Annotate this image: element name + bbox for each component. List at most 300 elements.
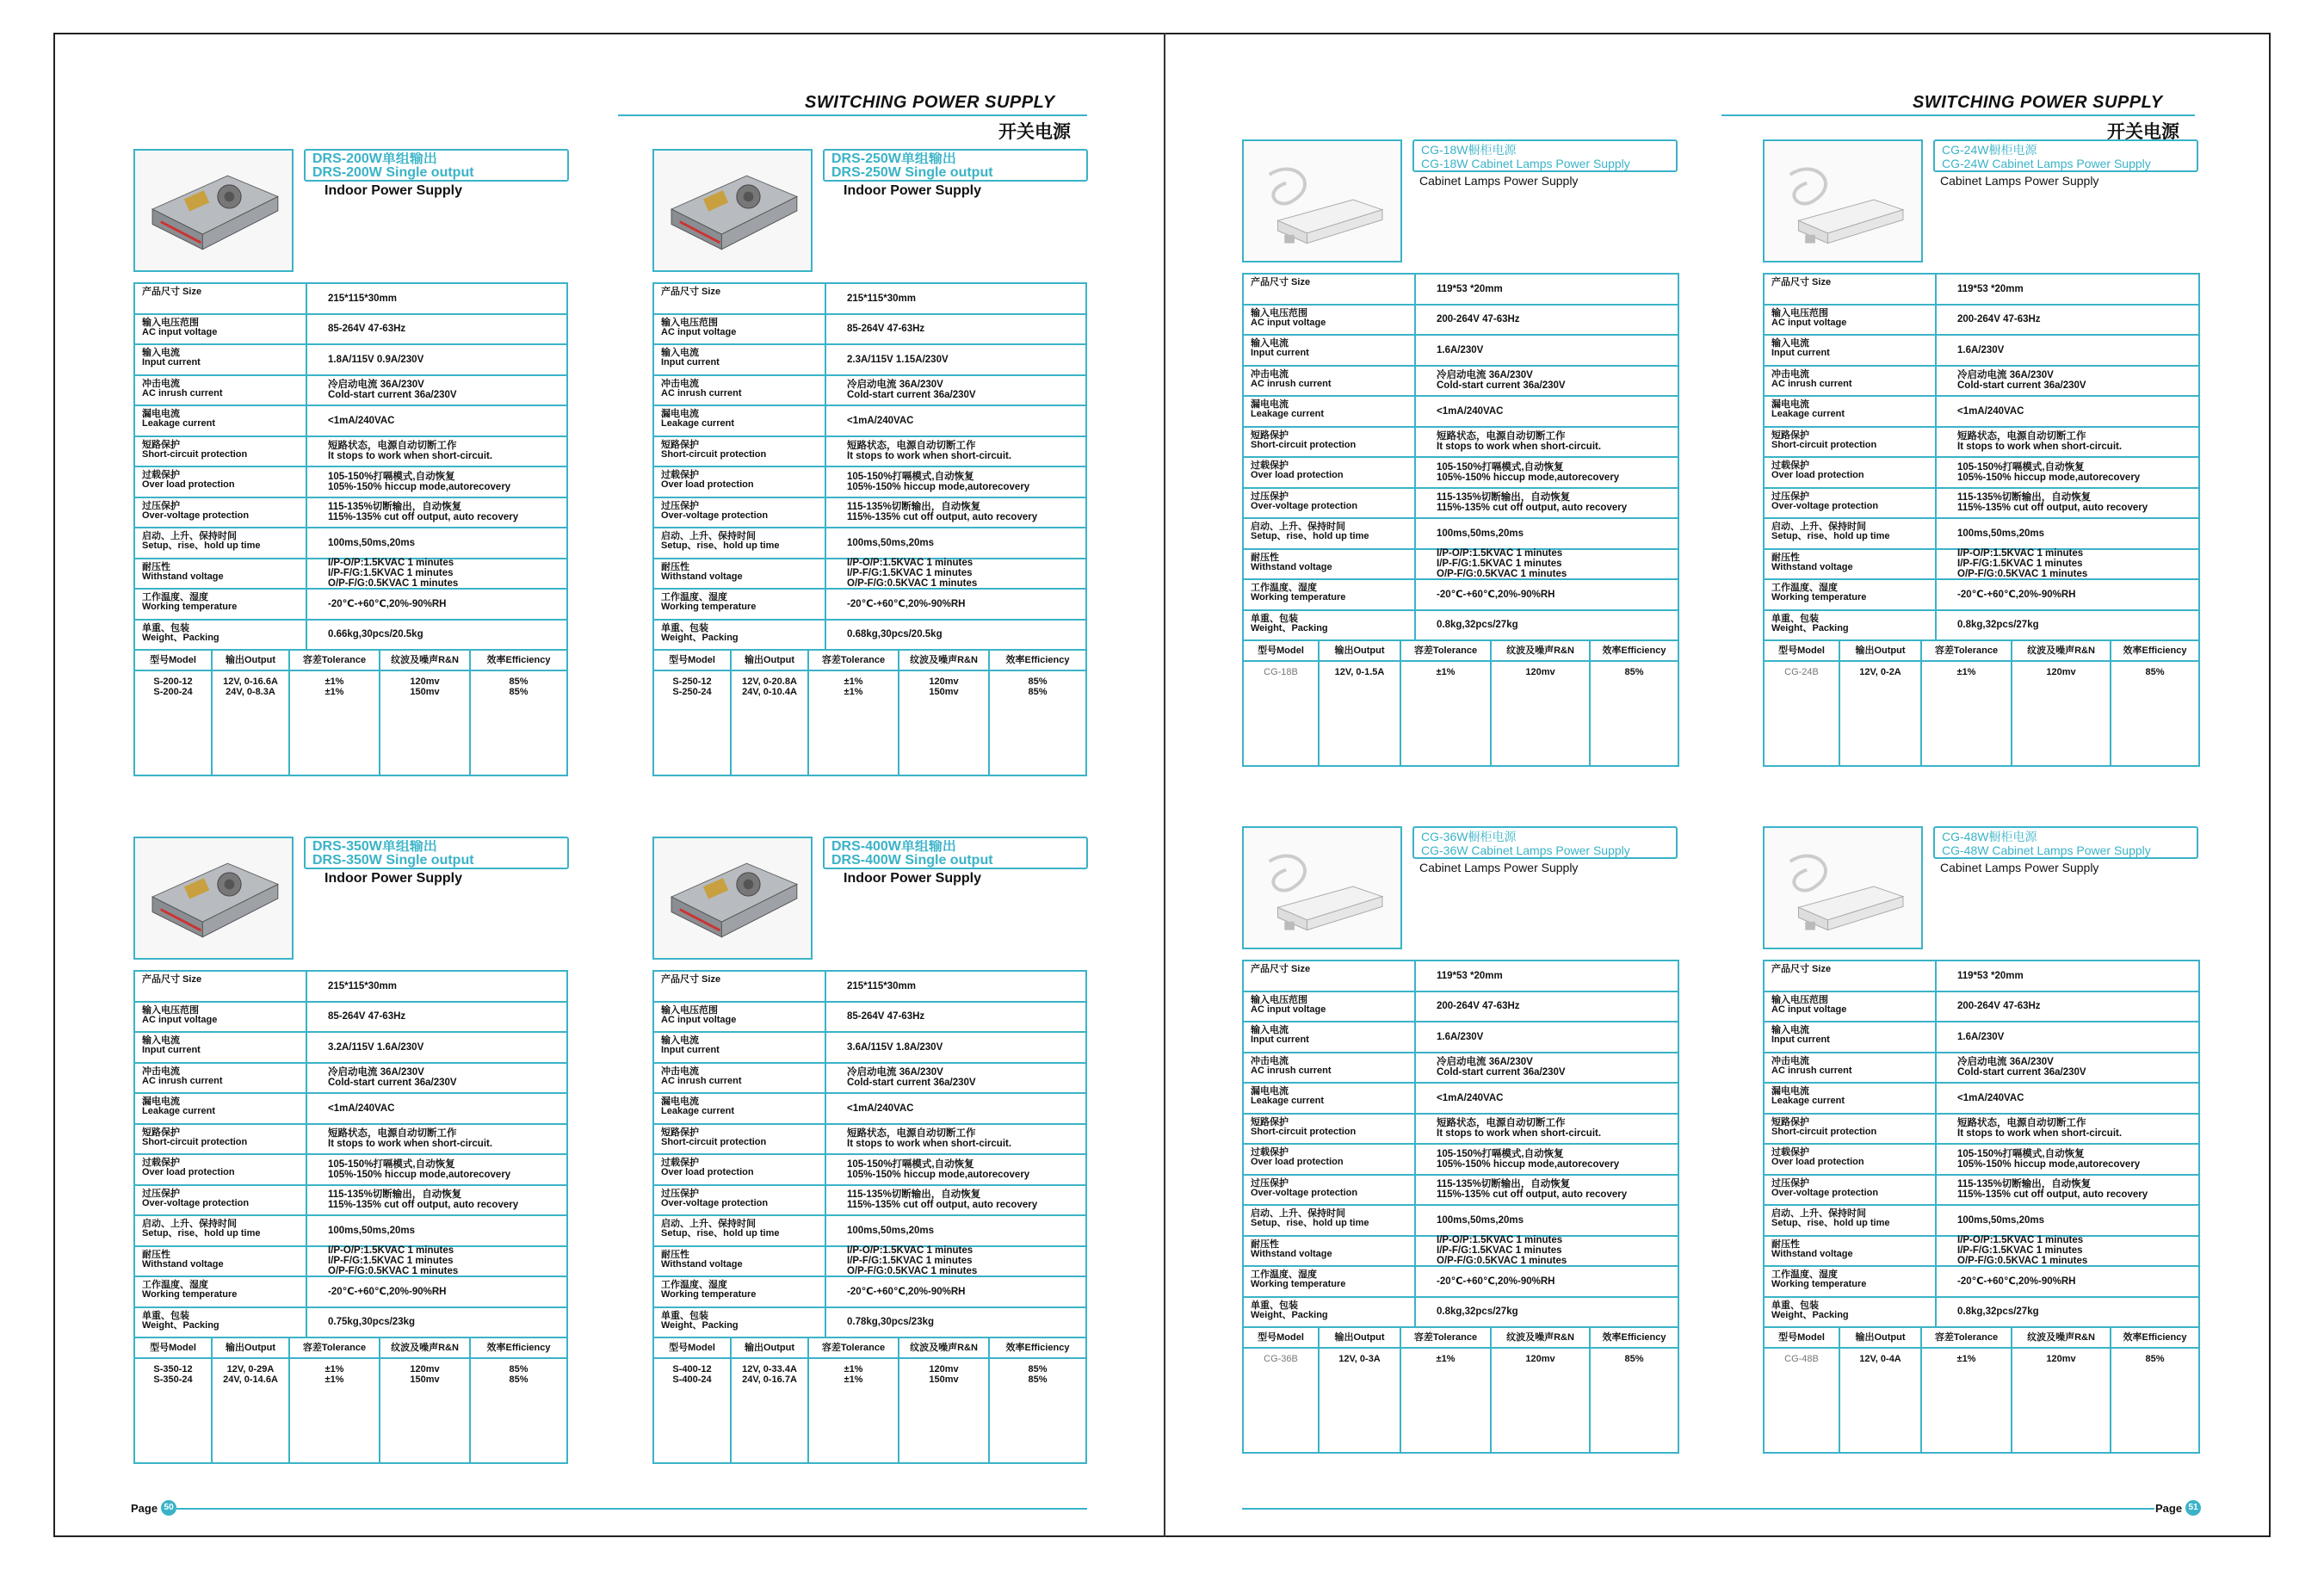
spec-row bbox=[654, 590, 1085, 621]
spec-value bbox=[1416, 961, 1678, 991]
spec-label bbox=[1244, 1206, 1416, 1235]
spec-label-en: Over-voltage protection bbox=[142, 510, 250, 521]
spec-value bbox=[307, 972, 566, 1001]
model-column-header: 容差Tolerance bbox=[809, 1338, 899, 1357]
spec-row bbox=[135, 559, 566, 590]
spec-value bbox=[826, 1216, 1085, 1245]
spec-label bbox=[654, 972, 826, 1001]
product-subtitle: Indoor Power Supply bbox=[324, 183, 463, 198]
spec-label-en: Weight、Packing bbox=[1251, 1309, 1328, 1320]
spec-value-line: It stops to work when short-circuit. bbox=[1957, 442, 2123, 453]
model-column-header: 容差Tolerance bbox=[290, 1338, 380, 1357]
spec-value bbox=[1416, 1206, 1678, 1235]
spec-row bbox=[654, 1216, 1085, 1247]
model-cell: 120mv bbox=[2012, 662, 2111, 765]
spec-label bbox=[1765, 992, 1937, 1022]
spec-value-line: 105%-150% hiccup mode,autorecovery bbox=[328, 1169, 511, 1180]
product-title-cn: CG-48W橱柜电源 bbox=[1942, 830, 2037, 843]
spec-label bbox=[1244, 367, 1416, 396]
spec-label-cn: 单重、包装 bbox=[1251, 1300, 1298, 1311]
spec-label-en: Withstand voltage bbox=[1251, 1248, 1332, 1259]
spec-label-cn: 产品尺寸 Size bbox=[142, 287, 202, 297]
spec-value-line: Cold-start current 36a/230V bbox=[1957, 1067, 2086, 1078]
product-title-cn: DRS-250W单组输出 bbox=[831, 152, 956, 166]
spec-row bbox=[1244, 519, 1678, 550]
spec-label-en: AC inrush current bbox=[1251, 378, 1332, 389]
spec-label bbox=[1765, 397, 1937, 426]
spec-label bbox=[654, 406, 826, 435]
spec-value-line: Cold-start current 36a/230V bbox=[1437, 1067, 1566, 1078]
model-table-header bbox=[1765, 1328, 2198, 1349]
spec-label-en: Withstand voltage bbox=[142, 1258, 224, 1269]
spec-value bbox=[1416, 1237, 1678, 1266]
spec-value-line: <1mA/240VAC bbox=[1437, 1092, 1504, 1103]
spec-value-line: 115%-135% cut off output, auto recovery bbox=[1957, 503, 2148, 514]
model-column-header: 容差Tolerance bbox=[1401, 641, 1492, 660]
spec-value bbox=[826, 376, 1085, 405]
spec-row bbox=[1244, 1022, 1678, 1053]
model-column-header: 效率Efficiency bbox=[1602, 646, 1666, 656]
spec-value bbox=[1937, 992, 2198, 1022]
model-column-header: 型号Model bbox=[135, 1338, 213, 1357]
spec-label-cn: 漏电电流 bbox=[1771, 1086, 1809, 1096]
spec-value bbox=[307, 437, 566, 466]
spec-value-line: 100ms,50ms,20ms bbox=[1437, 1214, 1524, 1226]
spec-row bbox=[654, 1033, 1085, 1064]
model-table-row bbox=[135, 671, 566, 775]
spec-row bbox=[1244, 992, 1678, 1023]
spec-label bbox=[1765, 611, 1937, 640]
spec-value bbox=[826, 1033, 1085, 1062]
spec-label-cn: 漏电电流 bbox=[1251, 399, 1289, 410]
spec-label bbox=[1765, 580, 1937, 609]
spec-value-line: 105%-150% hiccup mode,autorecovery bbox=[1437, 1158, 1620, 1170]
product-title-box bbox=[304, 149, 569, 182]
spec-label bbox=[654, 376, 826, 405]
spec-label bbox=[1244, 1298, 1416, 1327]
spec-label-en: Input current bbox=[1251, 348, 1309, 358]
product-title-en: DRS-400W Single output bbox=[831, 854, 993, 868]
spec-label-en: Input current bbox=[661, 1045, 720, 1055]
model-column-header: 容差Tolerance bbox=[290, 651, 380, 670]
spec-value-line: <1mA/240VAC bbox=[1957, 1092, 2024, 1103]
spec-label-cn: 产品尺寸 Size bbox=[142, 974, 202, 985]
spec-label bbox=[1765, 275, 1937, 304]
spec-label-cn: 耐压性 bbox=[142, 1249, 170, 1260]
spec-value-line: 115%-135% cut off output, auto recovery bbox=[1437, 503, 1628, 514]
model-cell: 85% 85% bbox=[1028, 1364, 1048, 1385]
model-column-header: 容差Tolerance bbox=[1922, 641, 2012, 660]
spec-value bbox=[307, 284, 566, 313]
product-title-cn: CG-36W橱柜电源 bbox=[1421, 830, 1517, 843]
spec-value-line: 105%-150% hiccup mode,autorecovery bbox=[1957, 472, 2141, 483]
spec-value-line: I/P-F/G:1.5KVAC 1 minutes bbox=[847, 568, 973, 579]
spec-label bbox=[654, 528, 826, 558]
product-card-drs-250w bbox=[652, 149, 1087, 794]
spec-label-cn: 工作温度、湿度 bbox=[1771, 583, 1838, 593]
spec-row bbox=[135, 1277, 566, 1308]
spec-value-line: 1.6A/230V bbox=[1957, 1031, 2005, 1042]
spec-row bbox=[135, 1033, 566, 1064]
spec-label bbox=[135, 1125, 307, 1154]
spec-row bbox=[1244, 1267, 1678, 1298]
spec-label bbox=[135, 1064, 307, 1093]
power-supply-image bbox=[135, 151, 292, 270]
spec-row bbox=[135, 1186, 566, 1217]
spec-label-cn: 启动、上升、保持时间 bbox=[661, 531, 756, 541]
spec-value bbox=[1416, 336, 1678, 365]
spec-value-line: It stops to work when short-circuit. bbox=[328, 1139, 493, 1150]
model-column-header: 型号Model bbox=[1765, 1328, 1840, 1347]
product-subtitle: Indoor Power Supply bbox=[844, 871, 982, 886]
spec-value bbox=[1416, 367, 1678, 396]
spec-value bbox=[307, 315, 566, 344]
spec-value-line: 115-135%切断输出，自动恢复 bbox=[847, 1189, 981, 1201]
spec-label bbox=[654, 1155, 826, 1184]
spec-label-en: AC input voltage bbox=[661, 1014, 737, 1025]
spec-row bbox=[654, 1094, 1085, 1125]
spec-value-line: O/P-F/G:0.5KVAC 1 minutes bbox=[328, 1266, 459, 1277]
model-cell: 120mv bbox=[1492, 662, 1591, 765]
spec-label-cn: 冲击电流 bbox=[1251, 368, 1289, 380]
spec-label-en: Setup、rise、hold up time bbox=[142, 1228, 261, 1239]
spec-value-line: I/P-O/P:1.5KVAC 1 minutes bbox=[328, 1245, 454, 1257]
spec-value-line: 105-150%打嗝模式,自动恢复 bbox=[847, 1158, 974, 1170]
footer-rule-left bbox=[176, 1508, 1087, 1510]
spec-value-line: 冷启动电流 36A/230V bbox=[328, 1067, 424, 1078]
product-subtitle: Indoor Power Supply bbox=[844, 183, 982, 198]
spec-value bbox=[1937, 489, 2198, 518]
model-table-header bbox=[135, 651, 566, 671]
spec-row bbox=[1765, 550, 2198, 581]
spec-label-cn: 输入电压范围 bbox=[1251, 307, 1307, 318]
spec-row bbox=[1244, 1206, 1678, 1237]
product-subtitle: Cabinet Lamps Power Supply bbox=[1940, 861, 2099, 874]
spec-value-line: 105-150%打嗝模式,自动恢复 bbox=[1437, 461, 1564, 473]
spec-row bbox=[1765, 1267, 2198, 1298]
spec-label bbox=[135, 1094, 307, 1123]
spec-label-cn: 过压保护 bbox=[661, 1188, 699, 1199]
spec-label bbox=[1765, 306, 1937, 335]
product-title-box bbox=[823, 149, 1088, 182]
spec-label-cn: 输入电压范围 bbox=[142, 317, 199, 328]
model-column-header: 型号Model bbox=[654, 1338, 732, 1357]
spec-value-line: 0.78kg,30pcs/23kg bbox=[847, 1317, 935, 1328]
spec-label-cn: 输入电流 bbox=[1251, 1025, 1289, 1035]
spec-value-line: It stops to work when short-circuit. bbox=[847, 451, 1012, 462]
model-cell: 85% bbox=[2145, 1354, 2165, 1364]
spec-row bbox=[1765, 275, 2198, 306]
spec-value bbox=[307, 621, 566, 650]
spec-label bbox=[1244, 580, 1416, 609]
spec-label-cn: 过压保护 bbox=[142, 500, 180, 511]
spec-label-cn: 冲击电流 bbox=[1771, 368, 1809, 380]
spec-value bbox=[1937, 1176, 2198, 1205]
spec-row bbox=[1765, 992, 2198, 1023]
spec-label-cn: 输入电流 bbox=[1771, 1025, 1809, 1035]
spec-row bbox=[1765, 1176, 2198, 1207]
spec-value bbox=[1416, 1022, 1678, 1052]
spec-label-en: AC input voltage bbox=[1251, 317, 1326, 328]
spec-value bbox=[826, 621, 1085, 650]
spec-label-en: Weight、Packing bbox=[661, 632, 739, 643]
spec-row bbox=[1765, 1084, 2198, 1115]
spec-value-line: 3.6A/115V 1.8A/230V bbox=[847, 1041, 943, 1053]
spec-value bbox=[1416, 1115, 1678, 1144]
product-subtitle: Cabinet Lamps Power Supply bbox=[1419, 861, 1579, 874]
spec-value-line: 1.6A/230V bbox=[1437, 344, 1484, 355]
spec-label-cn: 过载保护 bbox=[1771, 460, 1809, 471]
spec-value-line: 115-135%切断输出，自动恢复 bbox=[328, 502, 462, 513]
spec-row bbox=[135, 315, 566, 346]
spec-label-en: Weight、Packing bbox=[1771, 1309, 1849, 1320]
model-cell: 120mv 150mv bbox=[899, 671, 990, 775]
model-table-row bbox=[1244, 662, 1678, 765]
spec-value bbox=[826, 1125, 1085, 1154]
page-number-right bbox=[2155, 1500, 2201, 1516]
spec-label-en: Short-circuit protection bbox=[661, 1136, 767, 1147]
spec-value bbox=[307, 1125, 566, 1154]
spec-value-line: It stops to work when short-circuit. bbox=[1437, 1128, 1602, 1140]
header-cn-left: 开关电源 bbox=[998, 121, 1071, 142]
spec-label-en: Input current bbox=[1251, 1035, 1309, 1045]
product-title-box bbox=[1412, 139, 1678, 172]
spec-value bbox=[307, 1308, 566, 1337]
spec-label-en: Setup、rise、hold up time bbox=[1771, 1218, 1890, 1228]
product-card-cg-48w bbox=[1763, 826, 2200, 1472]
spec-value bbox=[826, 559, 1085, 589]
spec-label-cn: 冲击电流 bbox=[1251, 1055, 1289, 1066]
spec-label-cn: 启动、上升、保持时间 bbox=[1771, 1208, 1866, 1219]
model-table-row bbox=[1244, 1349, 1678, 1452]
spec-label-cn: 工作温度、湿度 bbox=[661, 592, 727, 602]
spec-value-line: 100ms,50ms,20ms bbox=[847, 537, 935, 548]
spec-value bbox=[1416, 580, 1678, 609]
spec-value bbox=[826, 1064, 1085, 1093]
model-cell: 120mv 150mv bbox=[899, 1359, 990, 1462]
model-cell: 12V, 0-33.4A 24V, 0-16.7A bbox=[732, 1359, 809, 1462]
product-subtitle: Cabinet Lamps Power Supply bbox=[1940, 174, 2099, 188]
spec-value-line: 短路状态，电源自动切断工作 bbox=[847, 441, 976, 452]
spec-value-line: I/P-F/G:1.5KVAC 1 minutes bbox=[328, 568, 454, 579]
spec-label bbox=[135, 406, 307, 435]
product-title-en: CG-36W Cabinet Lamps Power Supply bbox=[1421, 843, 1630, 857]
spec-row bbox=[1244, 1084, 1678, 1115]
spec-value bbox=[1937, 1237, 2198, 1266]
spec-value-line: 115-135%切断输出，自动恢复 bbox=[847, 502, 981, 513]
spec-label bbox=[135, 284, 307, 313]
spec-value-line: 短路状态，电源自动切断工作 bbox=[847, 1128, 976, 1140]
spec-row bbox=[1244, 275, 1678, 306]
spec-value-line: 115%-135% cut off output, auto recovery bbox=[1437, 1189, 1628, 1201]
spec-row bbox=[135, 1216, 566, 1247]
spec-label-cn: 输入电压范围 bbox=[1771, 307, 1828, 318]
spec-label-en: Leakage current bbox=[661, 418, 734, 429]
model-column-header: 纹波及噪声R&N bbox=[899, 1338, 990, 1357]
spec-label bbox=[135, 376, 307, 405]
spec-value-line: It stops to work when short-circuit. bbox=[328, 451, 493, 462]
product-photo bbox=[1763, 826, 1923, 949]
spec-value-line: 100ms,50ms,20ms bbox=[1437, 528, 1524, 539]
spec-row bbox=[654, 345, 1085, 376]
spec-label-cn: 单重、包装 bbox=[142, 1310, 189, 1321]
spec-label-cn: 输入电流 bbox=[142, 1035, 180, 1046]
spec-row bbox=[1244, 1115, 1678, 1146]
spec-label bbox=[1765, 489, 1937, 518]
spec-label-en: AC inrush current bbox=[142, 387, 223, 398]
spec-value-line: -20℃-+60℃,20%-90%RH bbox=[1437, 1276, 1555, 1287]
spec-label bbox=[1765, 458, 1937, 487]
spec-table bbox=[652, 282, 1087, 776]
spec-row bbox=[135, 590, 566, 621]
spec-label-cn: 耐压性 bbox=[1251, 1239, 1279, 1250]
spec-value-line: -20℃-+60℃,20%-90%RH bbox=[1437, 589, 1555, 600]
spec-value bbox=[826, 1155, 1085, 1184]
spec-label-en: Setup、rise、hold up time bbox=[1771, 531, 1890, 541]
product-card-cg-36w bbox=[1242, 826, 1679, 1472]
model-column-header: 效率Efficiency bbox=[1602, 1332, 1666, 1343]
spec-value bbox=[1937, 1145, 2198, 1174]
spec-value-line: 115-135%切断输出，自动恢复 bbox=[1437, 1179, 1571, 1190]
page-number-badge: 51 bbox=[2185, 1500, 2201, 1516]
spec-value bbox=[826, 972, 1085, 1001]
spec-value-line: <1mA/240VAC bbox=[1437, 405, 1504, 417]
spec-label-cn: 冲击电流 bbox=[661, 378, 699, 389]
spec-value bbox=[1416, 306, 1678, 335]
spec-table bbox=[1242, 273, 1679, 767]
spec-label bbox=[135, 315, 307, 344]
page-number-badge: 50 bbox=[161, 1500, 176, 1516]
spec-row bbox=[654, 1064, 1085, 1095]
spec-label-cn: 过压保护 bbox=[661, 500, 699, 511]
spec-label bbox=[135, 1277, 307, 1306]
spec-label-en: Input current bbox=[1771, 1035, 1830, 1045]
spec-value-line: I/P-F/G:1.5KVAC 1 minutes bbox=[1437, 1245, 1562, 1257]
spec-label bbox=[1244, 1176, 1416, 1205]
spec-value-line: 215*115*30mm bbox=[328, 980, 397, 991]
spec-row bbox=[1244, 336, 1678, 367]
spec-value bbox=[1416, 1176, 1678, 1205]
model-cell: S-350-12 S-350-24 bbox=[135, 1359, 213, 1462]
product-card-drs-400w bbox=[652, 837, 1087, 1482]
spec-value bbox=[1416, 611, 1678, 640]
spec-label-cn: 产品尺寸 Size bbox=[1251, 277, 1311, 287]
spec-value-line: O/P-F/G:0.5KVAC 1 minutes bbox=[1957, 569, 2088, 580]
product-photo bbox=[1242, 139, 1402, 263]
spec-value-line: 3.2A/115V 1.6A/230V bbox=[328, 1041, 424, 1053]
spec-label-cn: 冲击电流 bbox=[661, 1066, 699, 1077]
spec-value-line: 冷启动电流 36A/230V bbox=[847, 1067, 943, 1078]
model-cell: 85% 85% bbox=[509, 676, 528, 697]
spec-label bbox=[135, 467, 307, 497]
spec-label bbox=[1244, 992, 1416, 1022]
spec-value bbox=[1937, 367, 2198, 396]
model-cell: 12V, 0-20.8A 24V, 0-10.4A bbox=[732, 671, 809, 775]
spec-label-en: Working temperature bbox=[661, 602, 757, 612]
spec-value bbox=[826, 498, 1085, 528]
spec-label-en: Over-voltage protection bbox=[1771, 1187, 1879, 1198]
spec-label bbox=[1765, 367, 1937, 396]
spec-label bbox=[1765, 519, 1937, 548]
spec-label bbox=[654, 559, 826, 589]
spec-value-line: 215*115*30mm bbox=[847, 293, 916, 304]
spec-value-line: 105-150%打嗝模式,自动恢复 bbox=[328, 1158, 455, 1170]
spec-value-line: 105%-150% hiccup mode,autorecovery bbox=[1437, 472, 1620, 483]
spec-row bbox=[1765, 961, 2198, 992]
spec-row bbox=[654, 1003, 1085, 1034]
spec-value-line: I/P-O/P:1.5KVAC 1 minutes bbox=[847, 1245, 973, 1257]
spec-value bbox=[1416, 992, 1678, 1022]
spec-label bbox=[135, 437, 307, 466]
spec-row bbox=[654, 972, 1085, 1003]
model-cell: 12V, 0-1.5A bbox=[1320, 662, 1401, 765]
spec-value-line: 1.6A/230V bbox=[1957, 344, 2005, 355]
spec-value bbox=[826, 284, 1085, 313]
spec-row bbox=[1244, 458, 1678, 489]
model-table-header bbox=[1244, 1328, 1678, 1349]
spec-value bbox=[307, 590, 566, 619]
spec-row bbox=[135, 528, 566, 559]
spec-value-line: 105-150%打嗝模式,自动恢复 bbox=[1957, 1148, 2085, 1159]
spec-value bbox=[1937, 550, 2198, 579]
spec-row bbox=[135, 1125, 566, 1156]
spec-label-en: Leakage current bbox=[661, 1106, 734, 1116]
spec-value-line: 200-264V 47-63Hz bbox=[1957, 1001, 2041, 1012]
spec-value bbox=[826, 1003, 1085, 1032]
spec-value-line: O/P-F/G:0.5KVAC 1 minutes bbox=[847, 578, 978, 590]
spec-row bbox=[1765, 458, 2198, 489]
spec-row bbox=[654, 1155, 1085, 1186]
spec-value bbox=[1937, 519, 2198, 548]
spec-value-line: 短路状态，电源自动切断工作 bbox=[328, 1128, 457, 1140]
spec-row bbox=[654, 559, 1085, 590]
spec-label-en: Over-voltage protection bbox=[661, 510, 769, 521]
model-column-header: 输出Output bbox=[732, 651, 809, 670]
spec-row bbox=[135, 1308, 566, 1339]
spec-label-cn: 冲击电流 bbox=[142, 1066, 180, 1077]
spec-table bbox=[1242, 960, 1679, 1454]
spec-label-en: Leakage current bbox=[1771, 1096, 1845, 1106]
product-title-en: CG-48W Cabinet Lamps Power Supply bbox=[1942, 843, 2151, 857]
spec-label bbox=[654, 437, 826, 466]
spec-label bbox=[654, 1216, 826, 1245]
spec-row bbox=[135, 1094, 566, 1125]
spec-value bbox=[1937, 397, 2198, 426]
spec-row bbox=[1244, 580, 1678, 611]
spec-label-cn: 启动、上升、保持时间 bbox=[1251, 522, 1345, 532]
spec-label-cn: 短路保护 bbox=[1251, 429, 1289, 441]
spec-row bbox=[1765, 1298, 2198, 1329]
model-cell: ±1% ±1% bbox=[809, 671, 899, 775]
model-column-header: 效率Efficiency bbox=[486, 655, 551, 665]
spec-label-en: Working temperature bbox=[1251, 1279, 1346, 1289]
spec-value-line: 115%-135% cut off output, auto recovery bbox=[1957, 1189, 2148, 1201]
spec-row bbox=[654, 376, 1085, 407]
spec-value-line: 119*53 *20mm bbox=[1957, 970, 2024, 981]
spec-table bbox=[652, 970, 1087, 1464]
spec-value-line: <1mA/240VAC bbox=[847, 415, 914, 426]
spec-label-en: Leakage current bbox=[142, 1106, 215, 1116]
spec-value-line: <1mA/240VAC bbox=[1957, 405, 2024, 417]
spec-label-en: Over-voltage protection bbox=[661, 1197, 769, 1208]
spec-row bbox=[654, 1277, 1085, 1308]
spec-row bbox=[135, 437, 566, 468]
spec-value-line: 短路状态，电源自动切断工作 bbox=[1437, 431, 1566, 442]
spec-label-en: Over load protection bbox=[142, 479, 235, 490]
page-spine bbox=[1164, 33, 1165, 1537]
spec-label-en: Working temperature bbox=[1771, 1279, 1867, 1289]
product-card-drs-200w bbox=[133, 149, 568, 794]
